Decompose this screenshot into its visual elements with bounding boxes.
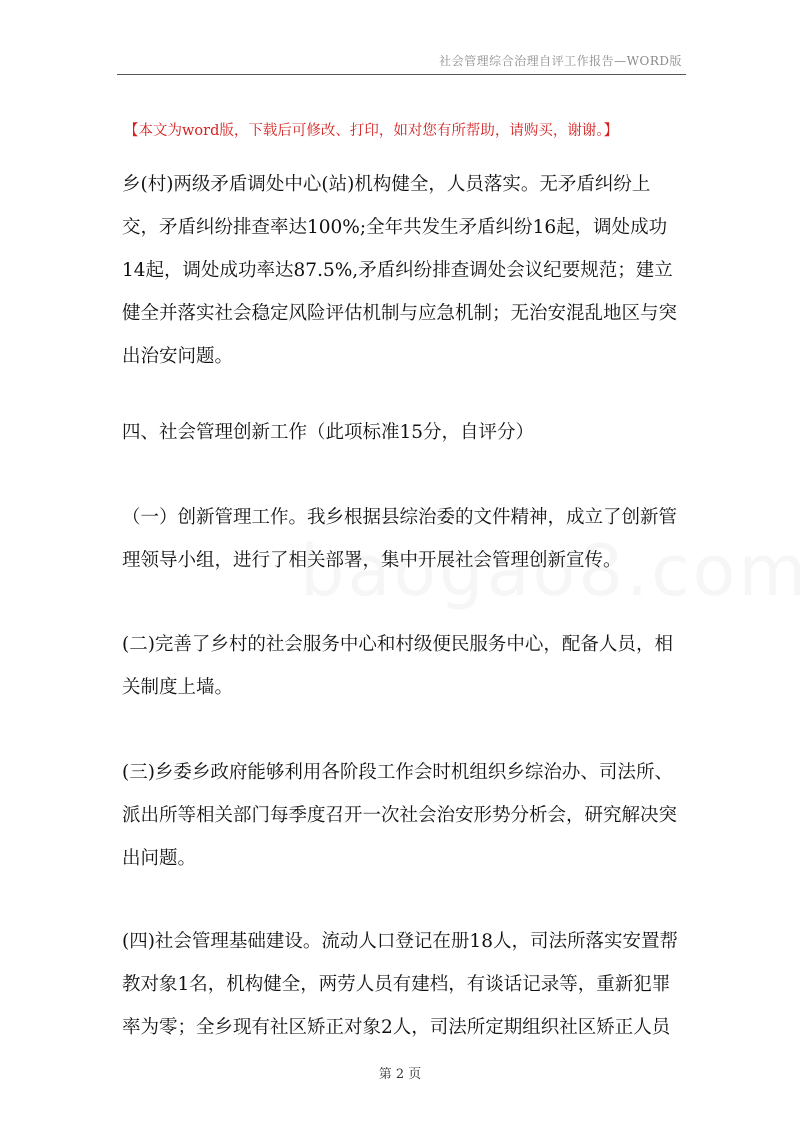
page-number: 第 2 页 <box>378 1067 422 1082</box>
paragraph-innovation-1: （一）创新管理工作。我乡根据县综治委的文件精神，成立了创新管理领导小组，进行了相关部署，集中开展社会管理创新宣传。 <box>122 507 678 571</box>
paragraph-innovation-2: (二)完善了乡村的社会服务中心和村级便民服务中心，配备人员，相关制度上墙。 <box>122 634 673 698</box>
paragraph-dispute-mediation: 乡(村)两级矛盾调处中心(站)机构健全，人员落实。无矛盾纠纷上交，矛盾纠纷排查率达100%;全年共发生矛盾纠纷16起，调处成功14起，调处成功率达87.5%,矛盾纠纷排查调处会议纪要规范；建立健全并落实社会稳定风险评估机制与应急机制；无治安混乱地区与突出治安问题。 <box>122 174 678 367</box>
download-notice: 【本文为word版，下载后可修改、打印，如对您有所帮助，请购买，谢谢。】 <box>124 123 619 139</box>
header-divider <box>117 74 686 75</box>
section-heading-innovation: 四、社会管理创新工作（此项标准15分，自评分） <box>122 422 535 443</box>
paragraph-innovation-4: (四)社会管理基础建设。流动人口登记在册18人，司法所落实安置帮教对象1名，机构健全，两劳人员有建档，有谈话记录等，重新犯罪率为零；全乡现有社区矫正对象2人，司法所定期组织社区矫正人员 <box>122 931 678 1038</box>
paragraph-innovation-3: (三)乡委乡政府能够利用各阶段工作会时机组织乡综治办、司法所、派出所等相关部门每季度召开一次社会治安形势分析会，研究解决突出问题。 <box>122 762 678 869</box>
header-title: 社会管理综合治理自评工作报告—WORD版 <box>439 54 682 68</box>
